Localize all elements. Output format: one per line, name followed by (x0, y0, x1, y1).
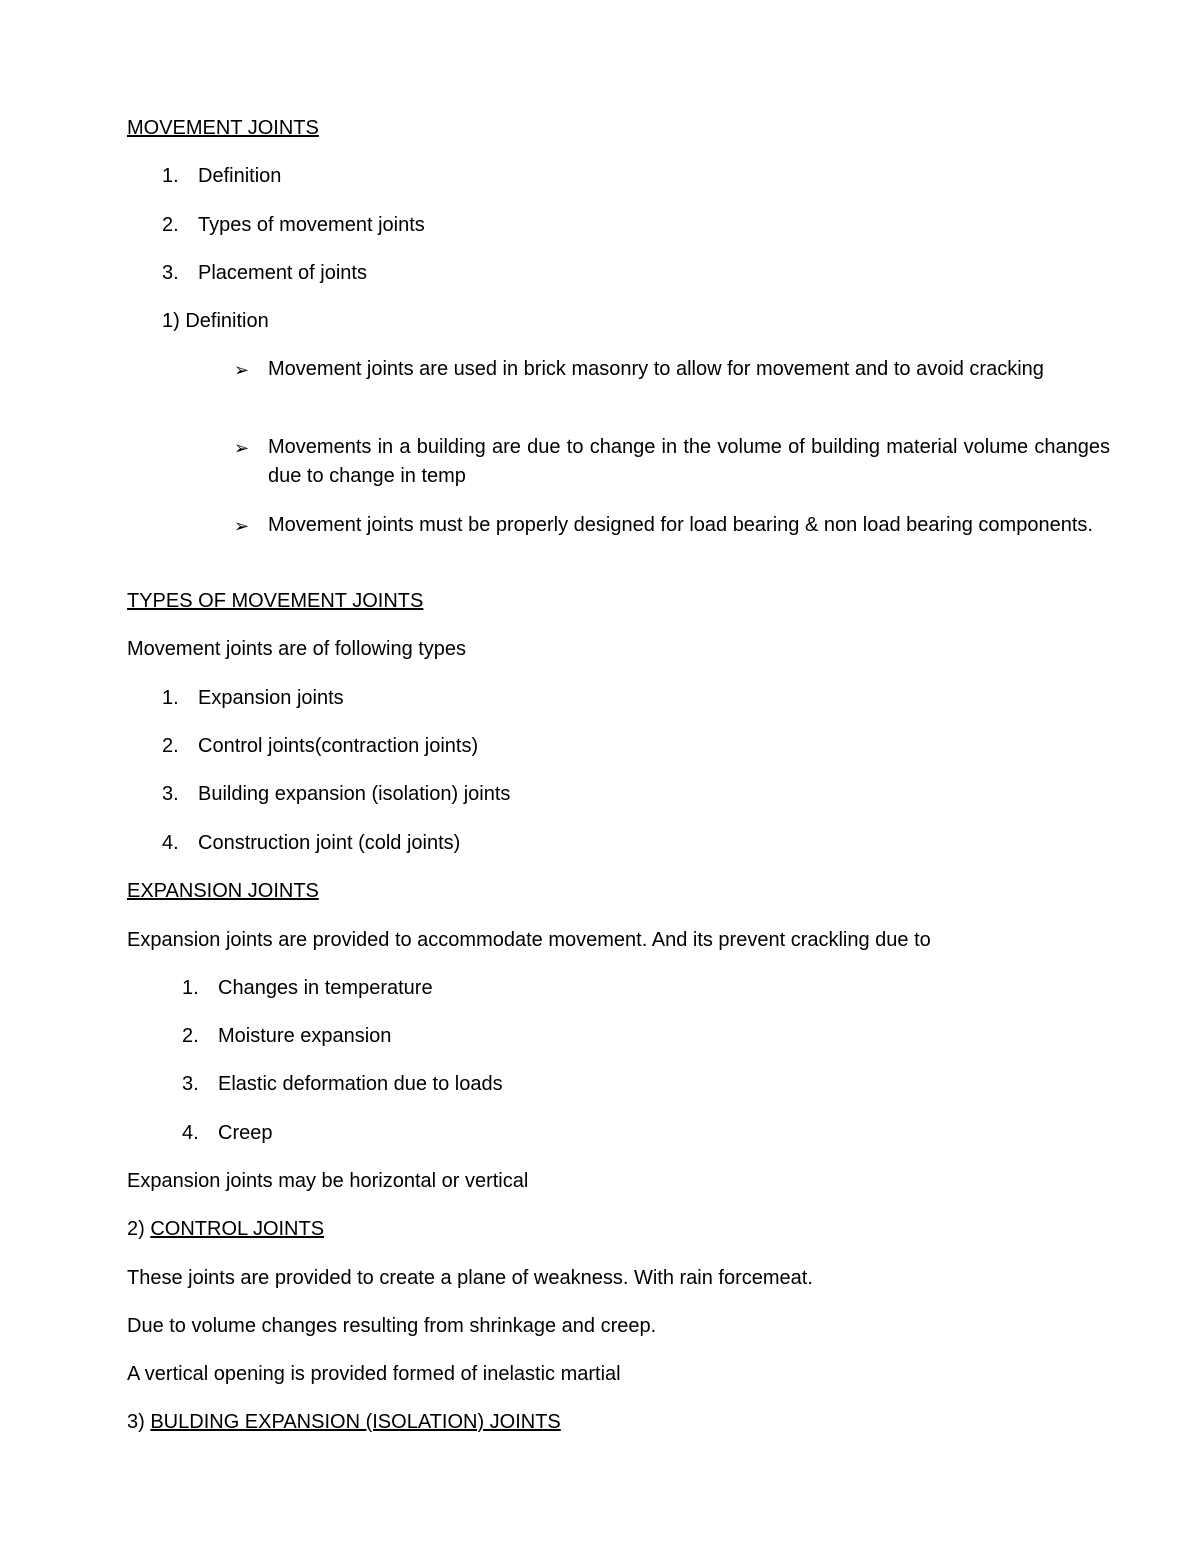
building-heading-prefix: 3) (127, 1411, 151, 1433)
types-item-number: 1. (162, 687, 179, 709)
arrow-bullet-icon: ➢ (234, 438, 250, 458)
types-item: Construction joint (cold joints) (198, 832, 461, 854)
definition-bullet-2: Movements in a building are due to change in the volume of building material volume changes due to change in temp (268, 436, 1110, 487)
control-heading-line (127, 1217, 324, 1241)
expansion-item-number: 2. (182, 1025, 199, 1047)
types-item: Control joints(contraction joints) (198, 735, 479, 757)
expansion-item: Elastic deformation due to loads (218, 1073, 503, 1095)
toc-item-number: 1. (162, 165, 179, 187)
control-line-3: A vertical opening is provided formed of inelastic martial (127, 1363, 621, 1385)
types-item-number: 3. (162, 783, 179, 805)
toc-item-number: 3. (162, 262, 179, 284)
expansion-item: Changes in temperature (218, 977, 433, 999)
toc-item-types: Types of movement joints (198, 214, 425, 236)
section-definition-title: 1) Definition (162, 310, 269, 332)
types-intro: Movement joints are of following types (127, 638, 467, 660)
control-line-1: These joints are provided to create a plane of weakness. With rain forcemeat. (127, 1267, 813, 1289)
toc-item-definition: Definition (198, 165, 282, 187)
types-item-number: 2. (162, 735, 179, 757)
types-item: Expansion joints (198, 687, 344, 709)
expansion-item: Creep (218, 1122, 273, 1144)
types-item: Building expansion (isolation) joints (198, 783, 511, 805)
definition-bullet-3: Movement joints must be properly designed for load bearing & non load bearing components. (268, 514, 1093, 536)
heading-expansion-joints: EXPANSION JOINTS (127, 880, 319, 902)
toc-item-placement: Placement of joints (198, 262, 367, 284)
heading-types-of-movement-joints: TYPES OF MOVEMENT JOINTS (127, 590, 424, 612)
control-heading: CONTROL JOINTS (150, 1218, 325, 1240)
expansion-intro: Expansion joints are provided to accommodate movement. And its prevent crackling due to (127, 929, 931, 951)
heading-movement-joints: MOVEMENT JOINTS (127, 117, 319, 139)
arrow-bullet-icon: ➢ (234, 516, 250, 536)
expansion-item-number: 4. (182, 1122, 199, 1144)
toc-item-number: 2. (162, 214, 179, 236)
arrow-bullet-icon: ➢ (234, 360, 250, 380)
expansion-item: Moisture expansion (218, 1025, 392, 1047)
control-line-2: Due to volume changes resulting from shrinkage and creep. (127, 1315, 657, 1337)
building-expansion-heading: BULDING EXPANSION (ISOLATION) JOINTS (150, 1411, 561, 1433)
expansion-item-number: 1. (182, 977, 199, 999)
definition-bullet-1: Movement joints are used in brick masonry to allow for movement and to avoid cracking (268, 358, 1044, 380)
expansion-note: Expansion joints may be horizontal or vertical (127, 1170, 529, 1192)
types-item-number: 4. (162, 832, 179, 854)
building-heading-line (127, 1410, 561, 1434)
expansion-item-number: 3. (182, 1073, 199, 1095)
control-heading-prefix: 2) (127, 1218, 151, 1240)
